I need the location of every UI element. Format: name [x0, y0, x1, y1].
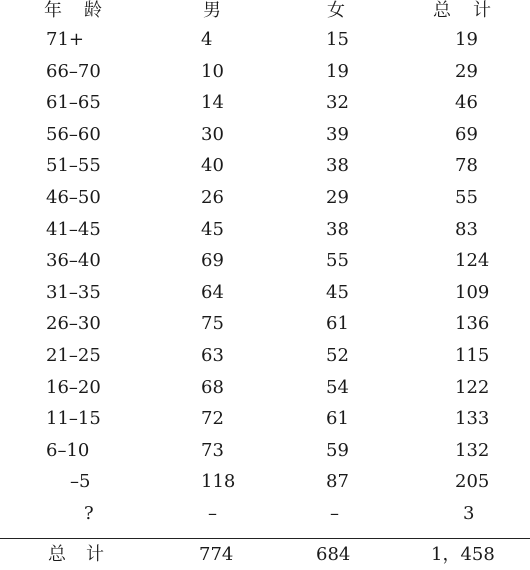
male-cell: 14	[201, 92, 224, 114]
female-cell: 15	[326, 29, 349, 50]
total-cell: 136	[455, 313, 490, 335]
table-row	[0, 246, 530, 276]
male-cell: 45	[201, 218, 224, 240]
age-cell: 66–70	[46, 60, 101, 82]
male-cell: 26	[201, 187, 224, 208]
female-cell: 87	[326, 471, 349, 493]
age-cell: 11–15	[46, 408, 101, 430]
total-cell: 122	[455, 376, 490, 398]
female-cell: 59	[326, 439, 349, 461]
male-cell: 75	[201, 313, 224, 335]
female-cell: 54	[326, 376, 349, 398]
table-row	[0, 373, 530, 403]
total-cell: 69	[455, 123, 478, 145]
table-row	[0, 25, 530, 55]
age-cell: 16–20	[46, 376, 101, 398]
total-cell: 83	[455, 218, 478, 240]
age-cell: 41–45	[46, 218, 101, 240]
male-cell: –	[208, 503, 217, 524]
age-cell: 56–60	[46, 123, 101, 145]
female-cell: 52	[326, 345, 349, 366]
table-row	[0, 404, 530, 434]
age-cell: 36–40	[46, 250, 101, 272]
female-cell: 19	[326, 60, 349, 82]
age-cell: 21–25	[46, 345, 101, 366]
male-cell: 118	[201, 471, 236, 493]
total-cell: 115	[455, 345, 490, 366]
table-row	[0, 88, 530, 118]
female-cell: 55	[326, 250, 349, 272]
age-cell: 26–30	[46, 313, 101, 335]
header-age: 年龄	[44, 0, 124, 21]
age-cell: 6–10	[46, 439, 90, 461]
age-cell: 61–65	[46, 92, 101, 114]
total-cell: 132	[455, 439, 490, 461]
male-cell: 10	[201, 60, 224, 82]
age-cell: 51–55	[46, 155, 101, 177]
male-cell: 69	[201, 250, 224, 272]
female-cell: 29	[326, 187, 349, 208]
total-cell: 55	[455, 187, 478, 208]
table-row	[0, 151, 530, 181]
male-cell: 64	[201, 281, 224, 303]
age-cell: ?	[84, 503, 94, 524]
total-cell: 78	[455, 155, 478, 177]
male-cell: 73	[201, 439, 224, 461]
total-divider	[0, 538, 530, 539]
total-cell: 133	[455, 408, 490, 430]
age-cell: 46–50	[46, 187, 101, 208]
total-cell: 109	[455, 281, 490, 303]
male-cell: 68	[201, 376, 224, 398]
table-row	[0, 341, 530, 371]
female-cell: –	[330, 503, 339, 524]
total-female: 684	[316, 544, 351, 565]
female-cell: 38	[326, 155, 349, 177]
male-cell: 63	[201, 345, 224, 366]
table-row	[0, 309, 530, 339]
female-cell: 38	[326, 218, 349, 240]
age-cell: –5	[70, 471, 91, 493]
male-cell: 4	[201, 29, 213, 50]
female-cell: 61	[326, 408, 349, 430]
total-male: 774	[199, 544, 234, 565]
total-cell: 46	[455, 92, 478, 114]
female-cell: 39	[326, 123, 349, 145]
male-cell: 40	[201, 155, 224, 177]
total-cell: 3	[463, 503, 475, 524]
male-cell: 30	[201, 123, 224, 145]
table-row	[0, 120, 530, 150]
total-cell: 19	[455, 29, 478, 50]
total-row	[0, 540, 530, 570]
table-row	[0, 215, 530, 245]
table-row	[0, 57, 530, 87]
header-total: 总计	[433, 0, 513, 21]
table-row	[0, 278, 530, 308]
table-header	[0, 0, 530, 26]
age-cell: 31–35	[46, 281, 101, 303]
total-total: 1，458	[431, 544, 495, 565]
table-row	[0, 467, 530, 497]
age-cell: 71+	[46, 29, 84, 50]
total-label: 总计	[48, 544, 124, 565]
table-row	[0, 436, 530, 466]
female-cell: 61	[326, 313, 349, 335]
total-cell: 124	[455, 250, 490, 272]
female-cell: 32	[326, 92, 349, 114]
female-cell: 45	[326, 281, 349, 303]
table-row	[0, 183, 530, 213]
male-cell: 72	[201, 408, 224, 430]
total-cell: 29	[455, 60, 478, 82]
header-male: 男	[203, 0, 221, 21]
table-row	[0, 499, 530, 529]
total-cell: 205	[455, 471, 490, 493]
header-female: 女	[327, 0, 345, 21]
